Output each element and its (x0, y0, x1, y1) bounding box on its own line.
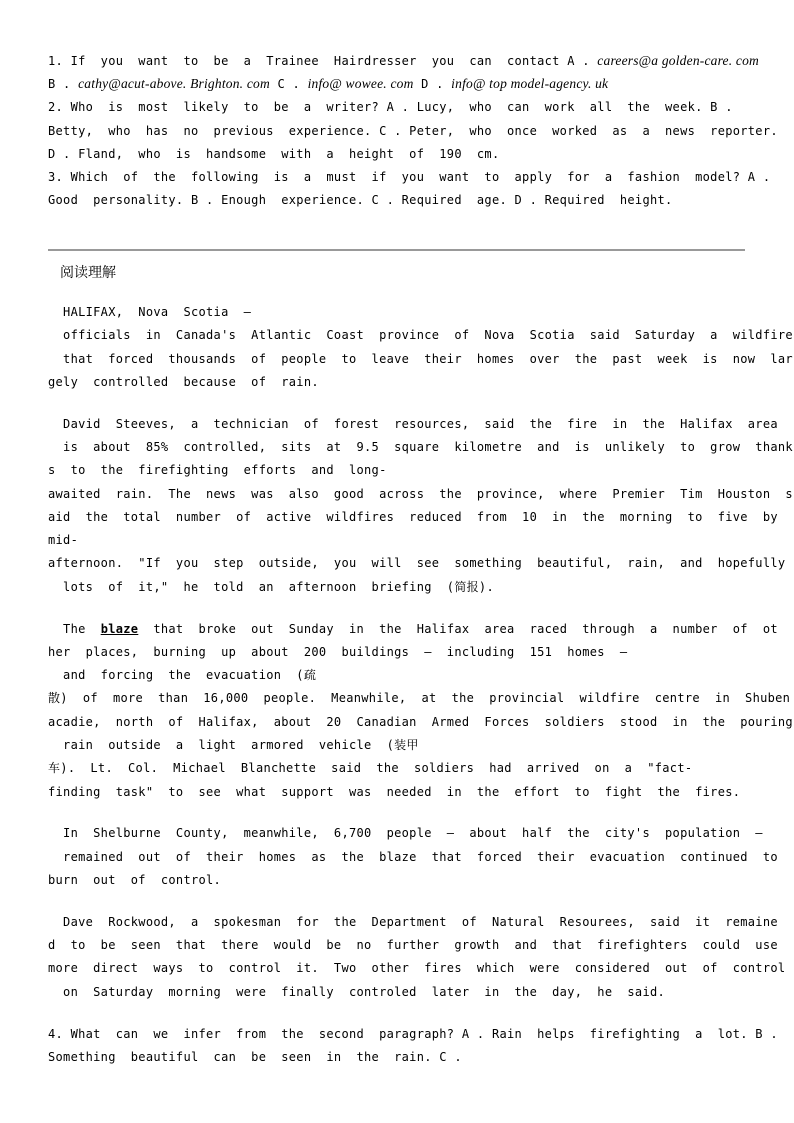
passage-p2-line: awaited rain. The news was also good across the province, where Premier Tim Houston s (48, 487, 793, 501)
question-2-line-1: 2. Who is most likely to be a writer? A . Lucy, who can work all the week. B . (48, 100, 733, 114)
passage-p5-line: Dave Rockwood, a spokesman for the Department of Natural Resourees, said it remaine (48, 915, 778, 929)
passage-p1-line: HALIFAX, Nova Scotia — (48, 305, 252, 319)
passage-p1-line: that forced thousands of people to leave their homes over the past week is now lar (48, 352, 793, 366)
question-4-line-1: 4. What can we infer from the second paragraph? A . Rain helps firefighting a lot. B . (48, 1027, 778, 1041)
passage-p3-line: 车). Lt. Col. Michael Blanchette said the soldiers had arrived on a "fact- (48, 761, 693, 775)
option-c-label: C . (269, 77, 308, 91)
passage-p2-line: s to the firefighting efforts and long- (48, 463, 387, 477)
passage-p3-line: her places, burning up about 200 buildings — including 151 homes — (48, 645, 628, 659)
section-title: 阅读理解 (60, 265, 116, 281)
passage-p2-line: mid- (48, 533, 79, 547)
question-3-line-2: Good personality. B . Enough experience. C . Required age. D . Required height. (48, 193, 673, 207)
passage-p5-line: d to be seen that there would be no further growth and that firefighters could use (48, 938, 778, 952)
passage-p2-line: David Steeves, a technician of forest resources, said the fire in the Halifax area (48, 417, 778, 431)
passage-p2-line: lots of it," he told an afternoon briefing (简报). (48, 580, 494, 594)
question-2-line-3: D . Fland, who is handsome with a height of 190 cm. (48, 147, 500, 161)
option-d-label: D . (413, 77, 452, 91)
passage-p5-line: more direct ways to control it. Two other fires which were considered out of control (48, 961, 786, 975)
passage-p4-line: remained out of their homes as the blaze that forced their evacuation continued to (48, 850, 778, 864)
option-c-email: info@ wowee. com (307, 76, 414, 91)
passage-p3-line: finding task" to see what support was needed in the effort to fight the fires. (48, 785, 741, 799)
question-2-line-2: Betty, who has no previous experience. C . Peter, who once worked as a news reporter. (48, 124, 778, 138)
passage-text: that broke out Sunday in the Halifax area raced through a number of ot (138, 622, 778, 636)
option-d-email: info@ top model-agency. uk (451, 76, 609, 91)
question-4-line-2: Something beautiful can be seen in the rain. C . (48, 1050, 462, 1064)
passage-p3-line: rain outside a light armored vehicle (装甲 (48, 738, 419, 752)
passage-p2-line: is about 85% controlled, sits at 9.5 square kilometre and is unlikely to grow thank (48, 440, 793, 454)
passage-p4-line: In Shelburne County, meanwhile, 6,700 people — about half the city's population — (48, 826, 763, 840)
question-1-text: 1. If you want to be a Trainee Hairdresser you can contact A . (48, 54, 598, 68)
question-3-line-1: 3. Which of the following is a must if you want to apply for a fashion model? A . (48, 170, 771, 184)
passage-p3-line (48, 621, 778, 637)
passage-p3-line: 散) of more than 16,000 people. Meanwhile, at the provincial wildfire centre in Shuben (48, 691, 791, 705)
passage-p2-line: aid the total number of active wildfires reduced from 10 in the morning to five by (48, 510, 778, 524)
passage-text: The (48, 622, 101, 636)
question-1-line-2 (48, 76, 748, 92)
passage-p1-line: gely controlled because of rain. (48, 375, 319, 389)
passage-p4-line: burn out of control. (48, 873, 222, 887)
option-a-email: careers@a golden-care. com (597, 53, 759, 68)
passage-p1-line: officials in Canada's Atlantic Coast province of Nova Scotia said Saturday a wildfire (48, 328, 793, 342)
passage-p2-line: afternoon. "If you step outside, you will see something beautiful, rain, and hopefully (48, 556, 786, 570)
highlighted-word-blaze: blaze (100, 622, 139, 636)
passage-p5-line: on Saturday morning were finally controled later in the day, he said. (48, 985, 666, 999)
passage-p3-line: acadie, north of Halifax, about 20 Canadian Armed Forces soldiers stood in the pouring (48, 715, 793, 729)
passage-p3-line: and forcing the evacuation (疏 (48, 668, 317, 682)
option-b-label: B . (48, 77, 79, 91)
question-1-line-1 (48, 53, 759, 69)
option-b-email: cathy@acut-above. Brighton. com (78, 76, 270, 91)
section-divider (48, 249, 745, 251)
